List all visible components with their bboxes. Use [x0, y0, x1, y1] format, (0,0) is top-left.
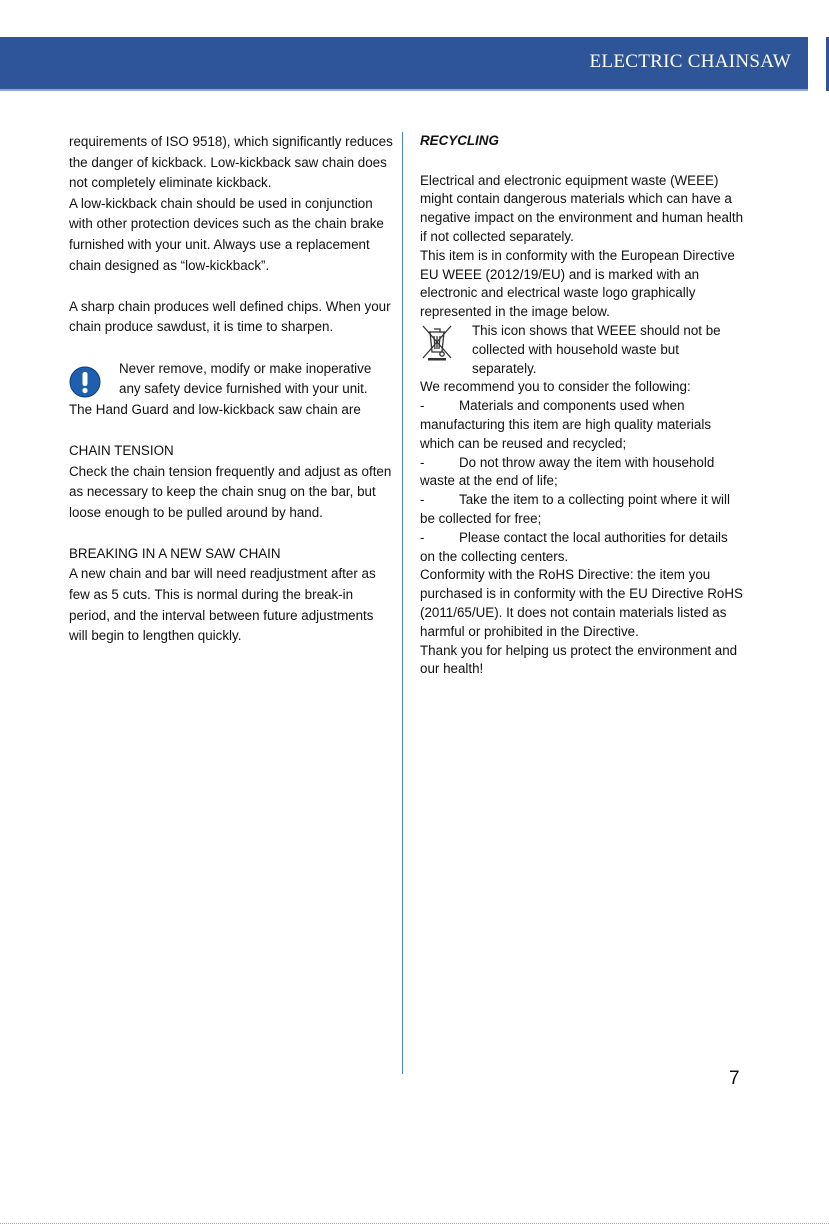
list-item	[420, 529, 745, 567]
directive-paragraph: This item is in conformity with the European Directive EU WEEE (2012/19/EU) and is marked with an electronic and electrical waste logo graphically represented in the image below.	[420, 247, 735, 320]
warning-text: Never remove, modify or make inoperative any safety device furnished with your unit.	[119, 360, 372, 397]
list-item	[420, 397, 745, 453]
bullet-dash: -	[420, 398, 425, 414]
rohs-paragraph: Conformity with the RoHS Directive: the item you purchased is in conformity with the EU Directive RoHS (2011/65/UE). It does not contain materials listed as harmful or prohibited in the Directive.	[420, 567, 743, 639]
chain-tension-heading: CHAIN TENSION	[69, 442, 174, 458]
recycling-heading: RECYCLING	[420, 133, 499, 148]
low-kickback-paragraph: A low-kickback chain should be used in conjunction with other protection devices such as the chain brake furnished with your unit. Always use a replacement chain designed as “low-kickback”.	[69, 195, 384, 273]
bullet-dash: -	[420, 492, 425, 508]
breaking-in-heading: BREAKING IN A NEW SAW CHAIN	[69, 545, 281, 561]
thanks-paragraph: Thank you for helping us protect the environment and our health!	[420, 642, 738, 677]
crossed-out-wheelie-bin-icon	[420, 323, 454, 361]
weee-note	[420, 322, 745, 378]
footer-rule	[0, 1223, 829, 1224]
bullet-text: Materials and components used when manufacturing this item are high quality materials which can be reused and recycled;	[420, 398, 712, 451]
bullet-text: Take the item to a collecting point where it will be collected for free;	[420, 492, 730, 526]
kickback-paragraph: requirements of ISO 9518), which significantly reduces the danger of kickback. Low-kickback saw chain does not completely eliminate kickback.	[69, 134, 393, 191]
recommend-text: We recommend you to consider the following:	[420, 379, 691, 395]
hand-guard-text: The Hand Guard and low-kickback saw chain are	[69, 401, 361, 417]
weee-paragraph: Electrical and electronic equipment waste (WEEE) might contain dangerous materials which can have a negative impact on the environment and human health if not collected separately.	[420, 172, 744, 244]
column-divider	[402, 132, 403, 1074]
exclamation-icon	[69, 366, 101, 398]
header-title: ELECTRIC CHAINSAW	[589, 51, 791, 72]
chain-tension-text: Check the chain tension frequently and adjust as often as necessary to keep the chain snug on the bar, but loose enough to be pulled around by hand.	[69, 463, 392, 520]
bullet-dash: -	[420, 454, 425, 470]
list-item	[420, 491, 745, 529]
left-column	[69, 132, 394, 647]
bullet-text: Please contact the local authorities for details on the collecting centers.	[420, 529, 728, 564]
breaking-in-text: A new chain and bar will need readjustment after as few as 5 cuts. This is normal during the break-in period, and the interval between future adjustments will begin to lengthen quickly.	[69, 566, 376, 644]
bullet-dash: -	[420, 529, 425, 545]
weee-icon-note: This icon shows that WEEE should not be collected with household waste but separately.	[472, 322, 721, 376]
right-column	[420, 132, 745, 679]
list-item	[420, 454, 745, 492]
safety-warning	[69, 359, 394, 400]
bullet-text: Do not throw away the item with household waste at the end of life;	[420, 454, 715, 489]
page-number: 7	[729, 1068, 740, 1089]
sharp-chain-paragraph: A sharp chain produces well defined chips. When your chain produce sawdust, it is time to sharpen.	[69, 298, 391, 335]
